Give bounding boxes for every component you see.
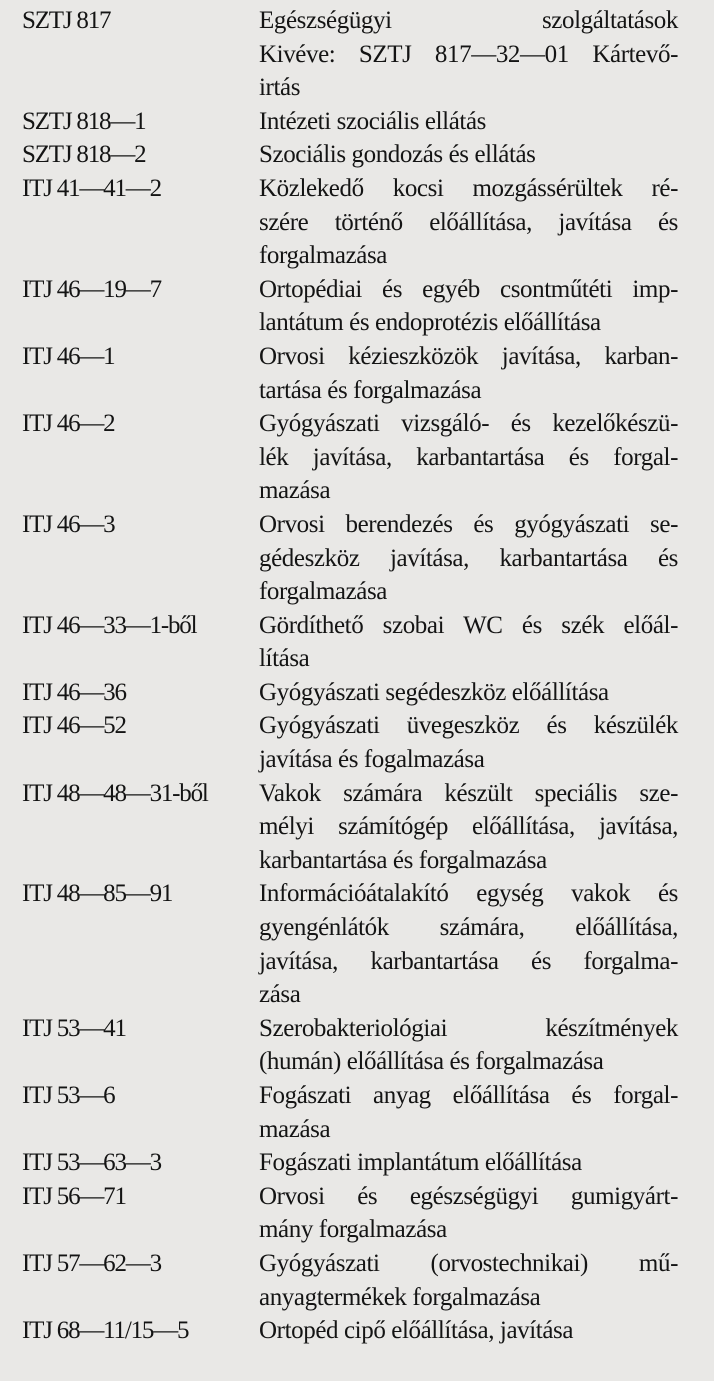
description-line: Orvosi berendezés és gyógyászati se-	[259, 510, 678, 538]
table-row	[0, 1012, 714, 1079]
row-description	[237, 609, 678, 676]
row-code: ITJ 57—62—3	[22, 1249, 161, 1277]
row-description	[237, 508, 678, 609]
row-description	[237, 1247, 678, 1314]
description-line: Kivéve: SZTJ 817—32—01 Kártevő-	[259, 40, 678, 68]
table-row	[0, 105, 714, 139]
description-line: mány forgalmazása	[259, 1216, 447, 1244]
description-line: anyagtermékek forgalmazása	[259, 1283, 541, 1311]
table-row	[0, 709, 714, 776]
row-description	[237, 1146, 678, 1180]
table-row	[0, 1314, 714, 1348]
row-code: ITJ 41—41—2	[22, 174, 161, 202]
row-description	[237, 105, 678, 139]
row-description	[237, 273, 678, 340]
description-line: Intézeti szociális ellátás	[259, 107, 486, 135]
table-row	[0, 172, 714, 273]
row-description	[237, 709, 678, 776]
row-code: ITJ 46—33—1-ből	[22, 611, 197, 639]
description-line: Gyógyászati segédeszköz előállítása	[259, 678, 609, 706]
table-row	[0, 777, 714, 878]
row-code: ITJ 46—52	[22, 712, 126, 740]
description-line: Egészségügyi szolgáltatások	[259, 7, 678, 34]
description-line: gyengénlátók számára, előállítása,	[259, 914, 678, 942]
row-code: SZTJ 818—1	[22, 107, 146, 135]
description-line: Gyógyászati vizsgáló- és kezelőkészü-	[259, 410, 678, 438]
row-code: ITJ 56—71	[22, 1182, 126, 1210]
description-line: Szerobakteriológiai készítmények	[259, 1014, 678, 1042]
code-table	[0, 4, 714, 1348]
row-description	[237, 676, 678, 710]
description-line: mazása	[259, 1115, 331, 1143]
row-code: ITJ 48—85—91	[22, 880, 173, 908]
description-line: Gyógyászati üvegeszköz és készülék	[259, 712, 678, 740]
description-line: javítása, karbantartása és forgalma-	[259, 947, 678, 975]
description-line: Vakok számára készült speciális sze-	[259, 779, 678, 807]
description-line: (humán) előállítása és forgalmazása	[259, 1048, 604, 1076]
table-row	[0, 1180, 714, 1247]
row-code: ITJ 46—3	[22, 510, 115, 538]
table-row	[0, 1247, 714, 1314]
description-line: Gyógyászati (orvostechnikai) mű-	[259, 1249, 678, 1277]
table-row	[0, 1146, 714, 1180]
table-row	[0, 138, 714, 172]
description-line: lantátum és endoprotézis előállítása	[259, 309, 601, 337]
row-code: ITJ 46—1	[22, 342, 115, 370]
description-line: Fogászati implantátum előállítása	[259, 1149, 582, 1177]
description-line: karbantartása és forgalmazása	[259, 846, 547, 874]
table-row	[0, 877, 714, 1011]
row-code: ITJ 46—19—7	[22, 275, 161, 303]
description-line: lék javítása, karbantartása és forgal-	[259, 443, 678, 471]
row-description	[237, 340, 678, 407]
description-line: lítása	[259, 645, 310, 673]
row-code: ITJ 48—48—31-ből	[22, 779, 208, 807]
table-row	[0, 508, 714, 609]
row-code: ITJ 53—63—3	[22, 1149, 161, 1177]
description-line: Fogászati anyag előállítása és forgal-	[259, 1082, 678, 1109]
table-row	[0, 609, 714, 676]
description-line: mazása	[259, 477, 331, 505]
description-line: javítása és fogalmazása	[259, 746, 485, 774]
table-row	[0, 1079, 714, 1146]
table-row	[0, 407, 714, 508]
row-code: ITJ 46—36	[22, 678, 126, 706]
table-row	[0, 273, 714, 340]
description-line: Orvosi és egészségügyi gumigyárt-	[259, 1182, 678, 1210]
description-line: Orvosi kézieszközök javítása, karban-	[259, 342, 678, 370]
description-line: irtás	[259, 74, 301, 102]
row-description	[237, 172, 678, 273]
table-row	[0, 4, 714, 105]
description-line: Ortopéd cipő előállítása, javítása	[259, 1317, 574, 1345]
description-line: forgalmazása	[259, 242, 388, 270]
description-line: szére történő előállítása, javítása és	[259, 208, 678, 236]
row-description	[237, 407, 678, 508]
description-line: tartása és forgalmazása	[259, 376, 482, 404]
description-line: Gördíthető szobai WC és szék előál-	[259, 611, 678, 639]
description-line: mélyi számítógép előállítása, javítása,	[259, 813, 678, 841]
row-description	[237, 1012, 678, 1079]
row-code: ITJ 46—2	[22, 410, 115, 438]
row-code: SZTJ 818—2	[22, 141, 146, 169]
row-description	[237, 1079, 678, 1146]
row-description	[237, 4, 678, 105]
description-line: Ortopédiai és egyéb csontműtéti imp-	[259, 275, 678, 303]
description-line: zása	[259, 981, 301, 1009]
table-row	[0, 676, 714, 710]
row-description	[237, 1314, 678, 1348]
row-description	[237, 1180, 678, 1247]
description-line: gédeszköz javítása, karbantartása és	[259, 544, 678, 572]
row-code: ITJ 68—11/15—5	[22, 1317, 189, 1345]
row-description	[237, 777, 678, 878]
row-code: SZTJ 817	[22, 7, 111, 34]
table-row	[0, 340, 714, 407]
description-line: Közlekedő kocsi mozgássérültek ré-	[259, 174, 678, 202]
description-line: Szociális gondozás és ellátás	[259, 141, 536, 169]
row-code: ITJ 53—6	[22, 1082, 115, 1109]
row-code: ITJ 53—41	[22, 1014, 126, 1042]
description-line: Információátalakító egység vakok és	[259, 880, 678, 908]
row-description	[237, 138, 678, 172]
description-line: forgalmazása	[259, 578, 388, 606]
row-description	[237, 877, 678, 1011]
